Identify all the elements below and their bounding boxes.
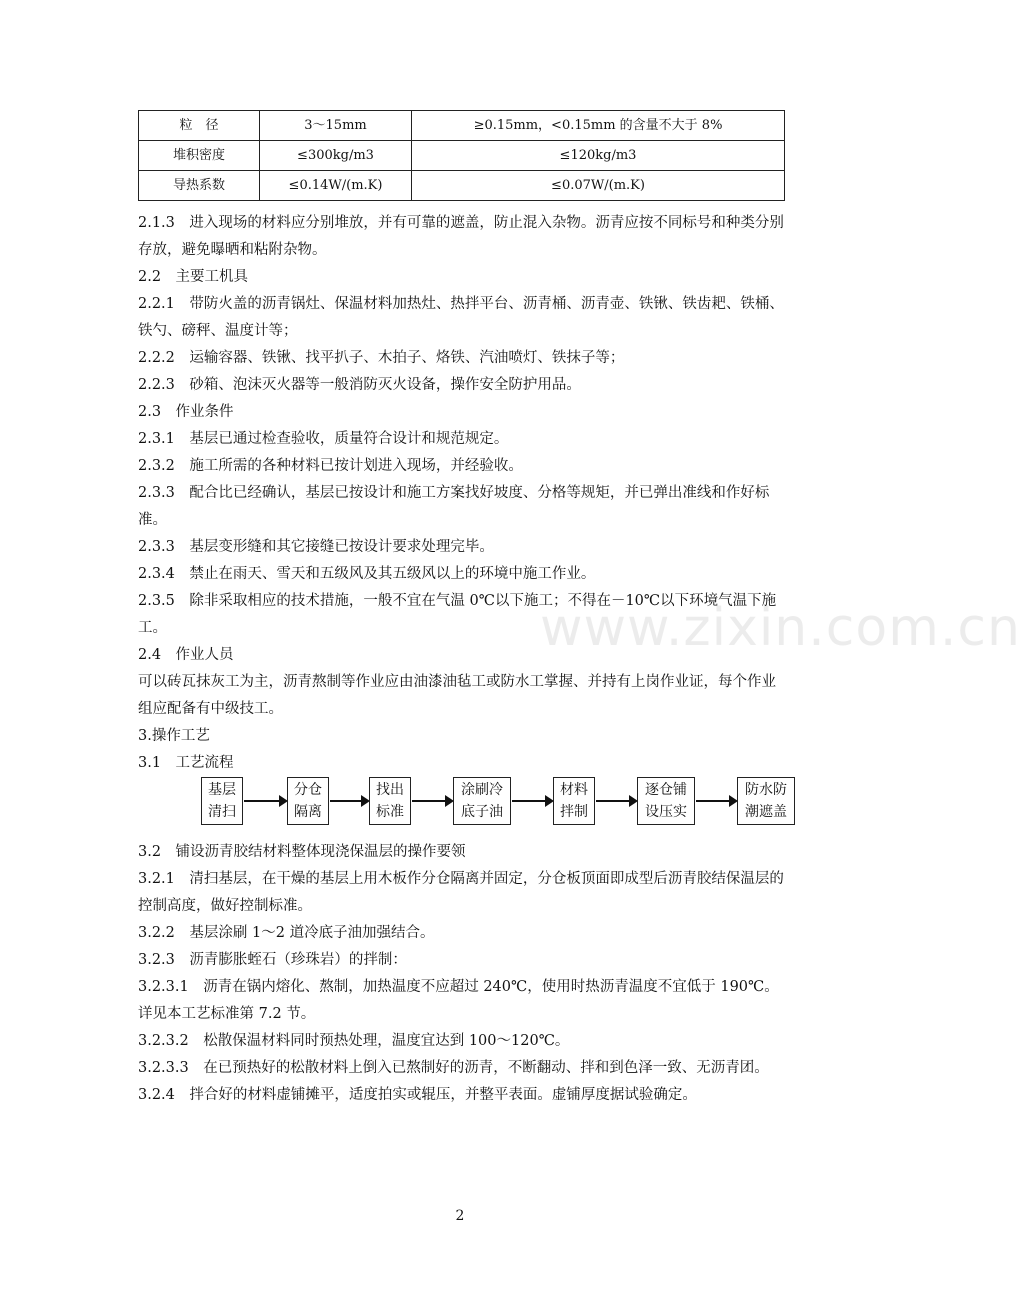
heading-3: 3.操作工艺 bbox=[138, 728, 210, 744]
table-cell: 导热系数 bbox=[139, 171, 260, 201]
heading-2-3: 2.3 作业条件 bbox=[138, 404, 234, 420]
paragraph-2-1-3: 2.1.3 进入现场的材料应分别堆放，并有可靠的遮盖，防止混入杂物。沥青应按不同标号和种类分别存放，避免曝晒和粘附杂物。 bbox=[138, 215, 784, 258]
paragraph-3-2-3-2: 3.2.3.2 松散保温材料同时预热处理，温度宜达到 100～120℃。 bbox=[138, 1033, 570, 1049]
flow-arrow bbox=[330, 800, 368, 802]
process-flow-diagram bbox=[138, 777, 788, 839]
document-body bbox=[138, 210, 788, 1109]
flow-step-4 bbox=[453, 777, 511, 825]
paragraph-3-2-4: 3.2.4 拌合好的材料虚铺摊平，适度拍实或辊压，并整平表面。虚铺厚度据试验确定。 bbox=[138, 1087, 697, 1103]
page-number: 2 bbox=[455, 1208, 465, 1224]
paragraph-2-3-5: 2.3.5 除非采取相应的技术措施，一般不宜在气温 0℃以下施工；不得在－10℃以下环境气温下施工。 bbox=[138, 593, 777, 636]
paragraph-2-3-3a: 2.3.3 配合比已经确认，基层已按设计和施工方案找好坡度、分格等规矩，并已弹出准线和作好标准。 bbox=[138, 485, 770, 528]
table-cell: ≥0.15mm，<0.15mm 的含量不大于 8% bbox=[412, 111, 785, 141]
paragraph-2-2-1: 2.2.1 带防火盖的沥青锅灶、保温材料加热灶、热拌平台、沥青桶、沥青壶、铁锹、铁齿耙、铁桶、铁勺、磅秤、温度计等； bbox=[138, 296, 784, 339]
paragraph-3-2-3: 3.2.3 沥青膨胀蛭石（珍珠岩）的拌制： bbox=[138, 952, 407, 968]
paragraph-2-3-4: 2.3.4 禁止在雨天、雪天和五级风及其五级风以上的环境中施工作业。 bbox=[138, 566, 596, 582]
heading-3-2: 3.2 铺设沥青胶结材料整体现浇保温层的操作要领 bbox=[138, 844, 466, 860]
paragraph-2-3-1: 2.3.1 基层已通过检查验收，质量符合设计和规范规定。 bbox=[138, 431, 509, 447]
table-cell: ≤0.07W/(m.K) bbox=[412, 171, 785, 201]
flow-arrow bbox=[244, 800, 286, 802]
flow-step-line: 隔离 bbox=[294, 804, 322, 820]
table-cell: 堆积密度 bbox=[139, 141, 260, 171]
paragraph-2-3-2: 2.3.2 施工所需的各种材料已按计划进入现场，并经验收。 bbox=[138, 458, 523, 474]
flow-step-line: 基层 bbox=[208, 782, 236, 798]
heading-2-2: 2.2 主要工机具 bbox=[138, 269, 249, 285]
paragraph-2-2-2: 2.2.2 运输容器、铁锹、找平扒子、木拍子、烙铁、汽油喷灯、铁抹子等； bbox=[138, 350, 625, 366]
flow-step-line: 清扫 bbox=[208, 804, 236, 820]
material-properties-table bbox=[138, 110, 785, 201]
paragraph-2-3-3b: 2.3.3 基层变形缝和其它接缝已按设计要求处理完毕。 bbox=[138, 539, 494, 555]
heading-2-4: 2.4 作业人员 bbox=[138, 647, 234, 663]
flow-arrow bbox=[412, 800, 452, 802]
paragraph-2-2-3: 2.2.3 砂箱、泡沫灭火器等一般消防灭火设备，操作安全防护用品。 bbox=[138, 377, 581, 393]
flow-step-line: 潮遮盖 bbox=[745, 804, 787, 820]
paragraph-3-2-3-3: 3.2.3.3 在已预热好的松散材料上倒入已熬制好的沥青，不断翻动、拌和到色泽一致、无沥青团。 bbox=[138, 1060, 769, 1076]
flow-step-line: 逐仓铺 bbox=[645, 782, 687, 798]
table-row bbox=[139, 171, 785, 201]
flow-step-line: 标准 bbox=[376, 804, 404, 820]
flow-step-3 bbox=[369, 777, 411, 825]
flow-step-5 bbox=[553, 777, 595, 825]
flow-step-1 bbox=[201, 777, 243, 825]
table-row bbox=[139, 141, 785, 171]
paragraph-3-2-3-1: 3.2.3.1 沥青在锅内熔化、熬制，加热温度不应超过 240℃，使用时热沥青温度不宜低于 190℃。详见本工艺标准第 7.2 节。 bbox=[138, 979, 779, 1022]
heading-3-1: 3.1 工艺流程 bbox=[138, 755, 234, 771]
flow-step-line: 防水防 bbox=[745, 782, 787, 798]
table-cell: 3～15mm bbox=[260, 111, 412, 141]
flow-step-line: 找出 bbox=[376, 782, 404, 798]
paragraph-3-2-1: 3.2.1 清扫基层，在干燥的基层上用木板作分仓隔离并固定，分仓板顶面即成型后沥青胶结保温层的控制高度，做好控制标准。 bbox=[138, 871, 784, 914]
table-row bbox=[139, 111, 785, 141]
table-cell: ≤0.14W/(m.K) bbox=[260, 171, 412, 201]
flow-step-2 bbox=[287, 777, 329, 825]
flow-step-line: 底子油 bbox=[461, 804, 503, 820]
paragraph-2-4-text: 可以砖瓦抹灰工为主，沥青熬制等作业应由油漆油毡工或防水工掌握、并持有上岗作业证，每个作业组应配备有中级技工。 bbox=[138, 674, 776, 717]
table-cell: ≤120kg/m3 bbox=[412, 141, 785, 171]
flow-step-7 bbox=[737, 777, 795, 825]
flow-arrow bbox=[512, 800, 552, 802]
flow-step-line: 分仓 bbox=[294, 782, 322, 798]
flow-step-6 bbox=[637, 777, 695, 825]
flow-step-line: 拌制 bbox=[560, 804, 588, 820]
table-cell: ≤300kg/m3 bbox=[260, 141, 412, 171]
flow-step-line: 材料 bbox=[560, 782, 588, 798]
flow-step-line: 设压实 bbox=[645, 804, 687, 820]
watermark: www.zixin.com.cn bbox=[540, 598, 1021, 658]
table-cell: 粒 径 bbox=[139, 111, 260, 141]
flow-step-line: 涂刷冷 bbox=[461, 782, 503, 798]
flow-arrow bbox=[596, 800, 636, 802]
flow-arrow bbox=[696, 800, 736, 802]
paragraph-3-2-2: 3.2.2 基层涂刷 1～2 道冷底子油加强结合。 bbox=[138, 925, 435, 941]
